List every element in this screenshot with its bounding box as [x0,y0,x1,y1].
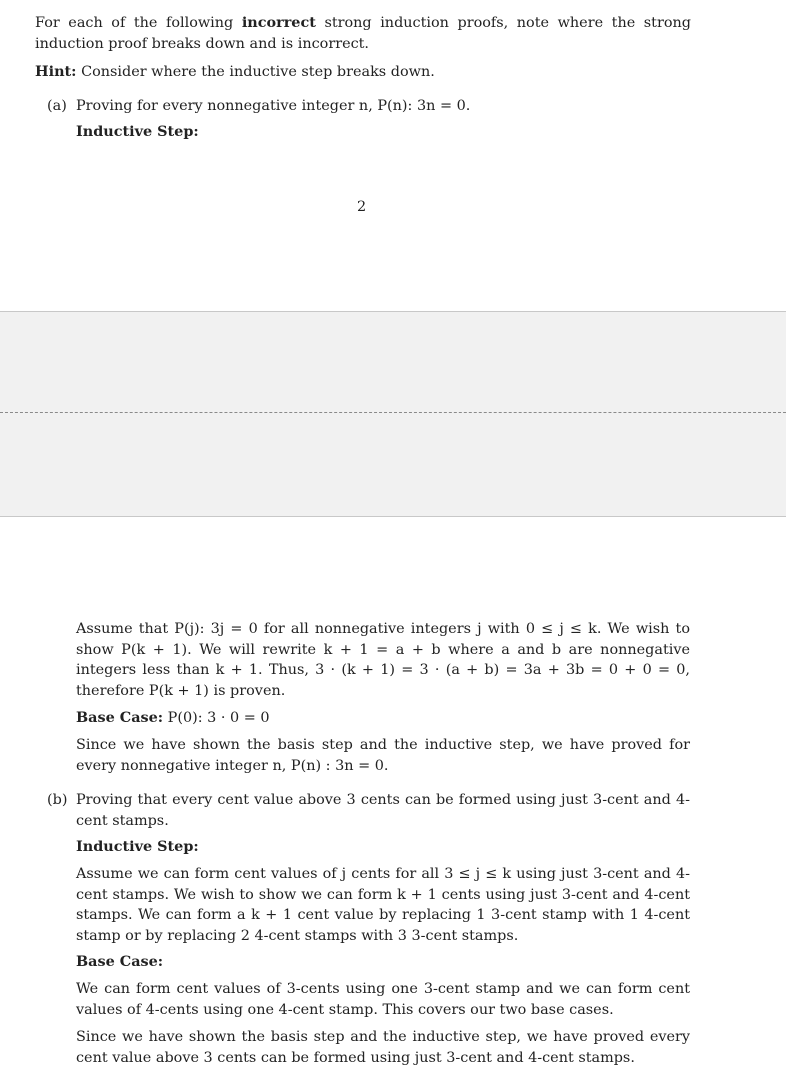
page-break-divider [0,412,786,413]
intro-prefix: For each of the following [35,15,242,31]
part-b-base-heading: Base Case: [76,953,164,970]
intro-emphasis: incorrect [241,14,316,31]
page-break-gap [0,311,786,517]
part-a-marker: (a) [47,98,67,114]
part-b-conclusion: Since we have shown the basis step and the inductive step, we have proved every cent value above 3 cents can be formed using just 3-cent and 4-cent stamps. [76,1029,690,1066]
hint-text: Consider where the inductive step breaks down. [76,64,435,80]
part-a-inductive-heading: Inductive Step: [76,123,199,140]
part-b-inductive-heading: Inductive Step: [76,838,199,855]
part-a-base-case [76,708,270,729]
part-b-marker: (b) [47,792,68,808]
hint [35,62,435,83]
page-number: 2 [357,199,367,215]
intro-suffix: strong induction proofs, note where the strong induction proof breaks down and is incorrect. [35,15,691,52]
part-a-inductive-text: Assume that P(j): 3j = 0 for all nonnegative integers j with 0 ≤ j ≤ k. We wish to show P(k + 1). We will rewrite k + 1 = a + b where a and b are nonnegative integers less than k + 1. Thus, 3 · (k + 1) = 3 · (a + b) = 3a + 3b = 0 + 0 = 0, therefore P(k + 1) is proven. [76,621,690,699]
hint-label: Hint: [35,63,77,80]
part-a-base-label: Base Case: [76,709,164,726]
part-b-inductive-text: Assume we can form cent values of j cents for all 3 ≤ j ≤ k using just 3-cent and 4-cent stamps. We wish to show we can form k + 1 cents using just 3-cent and 4-cent stamps. We can form a k + 1 cent value by replacing 1 3-cent stamp with 1 4-cent stamp or by replacing 2 4-cent stamps with 3 3-cent stamps. [76,866,690,944]
part-a-base-text: P(0): 3 · 0 = 0 [163,710,270,726]
part-a-statement: Proving for every nonnegative integer n, P(n): 3n = 0. [76,98,471,114]
part-b-statement: Proving that every cent value above 3 cents can be formed using just 3-cent and 4-cent stamps. [76,792,690,829]
intro-paragraph [35,13,691,54]
part-b-base-text: We can form cent values of 3-cents using one 3-cent stamp and we can form cent values of 4-cents using one 4-cent stamp. This covers our two base cases. [76,981,690,1018]
part-a-conclusion: Since we have shown the basis step and the inductive step, we have proved for every nonnegative integer n, P(n) : 3n = 0. [76,737,690,774]
